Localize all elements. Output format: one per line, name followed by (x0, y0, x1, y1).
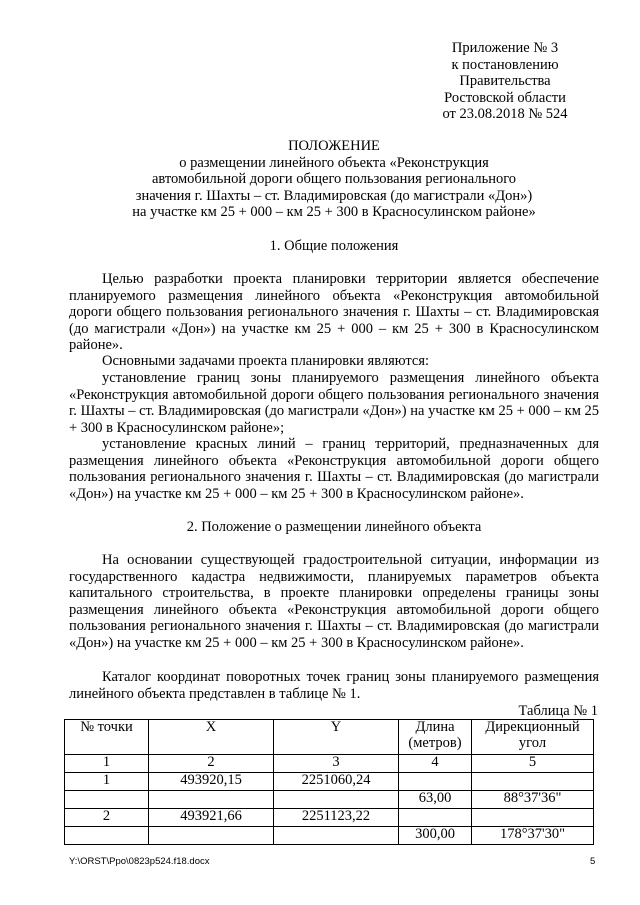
table-header-cell: № точки (65, 720, 149, 755)
table-header-cell: Длина (метров) (399, 720, 472, 755)
section-1-paragraph: Целью разработки проекта планировки территории является обеспечение планируемого размещения линейного объекта «Реконструкция автомобильной дороги общего пользования регионального значения г. Шахты – ст. Владимировская (до магистрали «Дон») на участке км 25 + 000 – км 25 + 300 в Красносулинском районе». (69, 271, 599, 353)
document-title (70, 138, 598, 221)
table-cell: 63,00 (399, 791, 472, 809)
table-header-cell: Дирекционный угол (472, 720, 594, 755)
table-cell: 88°37'36" (472, 791, 594, 809)
table-cell (399, 809, 472, 827)
table-cell: 178°37'30" (472, 827, 594, 845)
table-caption: Таблица № 1 (518, 703, 598, 719)
table-cell: 2251060,24 (274, 773, 399, 791)
appendix-line: Приложение № 3 (451, 40, 559, 56)
section-1-paragraph: установление границ зоны планируемого размещения линейного объекта «Реконструкция автомобильной дороги общего пользования регионального значения г. Шахты – ст. Владимировская (до магистрали «Дон») на участке км 25 + 000 – км 25 + 300 в Красносулинском районе»; (69, 370, 599, 436)
table-cell: 5 (472, 755, 594, 773)
table-cell (65, 791, 149, 809)
table-cell: 1 (65, 773, 149, 791)
title-line: о размещении линейного объекта «Реконструкция (179, 154, 489, 171)
table-cell: 4 (399, 755, 472, 773)
section-1-paragraph: Основными задачами проекта планировки являются: (102, 353, 430, 369)
table-cell: 2251123,22 (274, 809, 399, 827)
appendix-line: от 23.08.2018 № 524 (442, 106, 568, 122)
table-row (65, 773, 594, 791)
table-cell: 3 (274, 755, 399, 773)
table-header-cell: X (149, 720, 274, 755)
table-header-row (65, 720, 594, 755)
table-cell: 2 (65, 809, 149, 827)
table-cell: 493921,66 (149, 809, 274, 827)
section-1-paragraph: установление красных линий – границ территорий, предназначенных для размещения линейного объекта «Реконструкция автомобильной дороги общего пользования регионального значения г. Шахты – ст. Владимировская (до магистрали «Дон») на участке км 25 + 000 – км 25 + 300 в Красносулинском районе». (69, 436, 599, 502)
table-row (65, 791, 594, 809)
table-cell (274, 791, 399, 809)
table-cell (274, 827, 399, 845)
table-cell (65, 827, 149, 845)
table-row (65, 809, 594, 827)
footer-file-path: Y:\ORST\Ppo\0823p524.f18.docx (69, 856, 210, 867)
appendix-block (400, 40, 610, 123)
table-cell: 493920,15 (149, 773, 274, 791)
title-heading: ПОЛОЖЕНИЕ (288, 138, 380, 154)
section-2-paragraph: Каталог координат поворотных точек границ зоны планируемого размещения линейного объекта представлен в таблице № 1. (69, 669, 599, 702)
table-row (65, 827, 594, 845)
table-header-cell: Y (274, 720, 399, 755)
table-cell (472, 773, 594, 791)
table-cell (149, 791, 274, 809)
appendix-line: Правительства (459, 73, 551, 89)
title-line: на участке км 25 + 000 – км 25 + 300 в Красносулинском районе» (132, 204, 536, 221)
section-2-paragraph: На основании существующей градостроительной ситуации, информации из государственного кадастра недвижимости, планируемых параметров объекта капитального строительства, в проекте планировки определены границы зоны размещения линейного объекта «Реконструкция автомобильной дороги общего пользования регионального значения г. Шахты – ст. Владимировская (до магистрали «Дон») на участке км 25 + 000 – км 25 + 300 в Красносулинском районе». (69, 552, 599, 651)
appendix-line: Ростовской области (444, 89, 566, 106)
table-cell: 2 (149, 755, 274, 773)
appendix-line: к постановлению (451, 56, 559, 73)
table-cell (399, 773, 472, 791)
table-numbering-row (65, 755, 594, 773)
table-cell (149, 827, 274, 845)
title-line: значения г. Шахты – ст. Владимировская (до магистрали «Дон») (135, 187, 533, 204)
title-line: автомобильной дороги общего пользования регионального (151, 171, 517, 188)
table-cell: 300,00 (399, 827, 472, 845)
table-cell (472, 809, 594, 827)
table-cell: 1 (65, 755, 149, 773)
section-1-heading: 1. Общие положения (269, 238, 399, 254)
footer-page-number: 5 (590, 856, 596, 867)
coordinates-table (64, 719, 594, 845)
section-2-heading: 2. Положение о размещении линейного объекта (186, 519, 482, 535)
